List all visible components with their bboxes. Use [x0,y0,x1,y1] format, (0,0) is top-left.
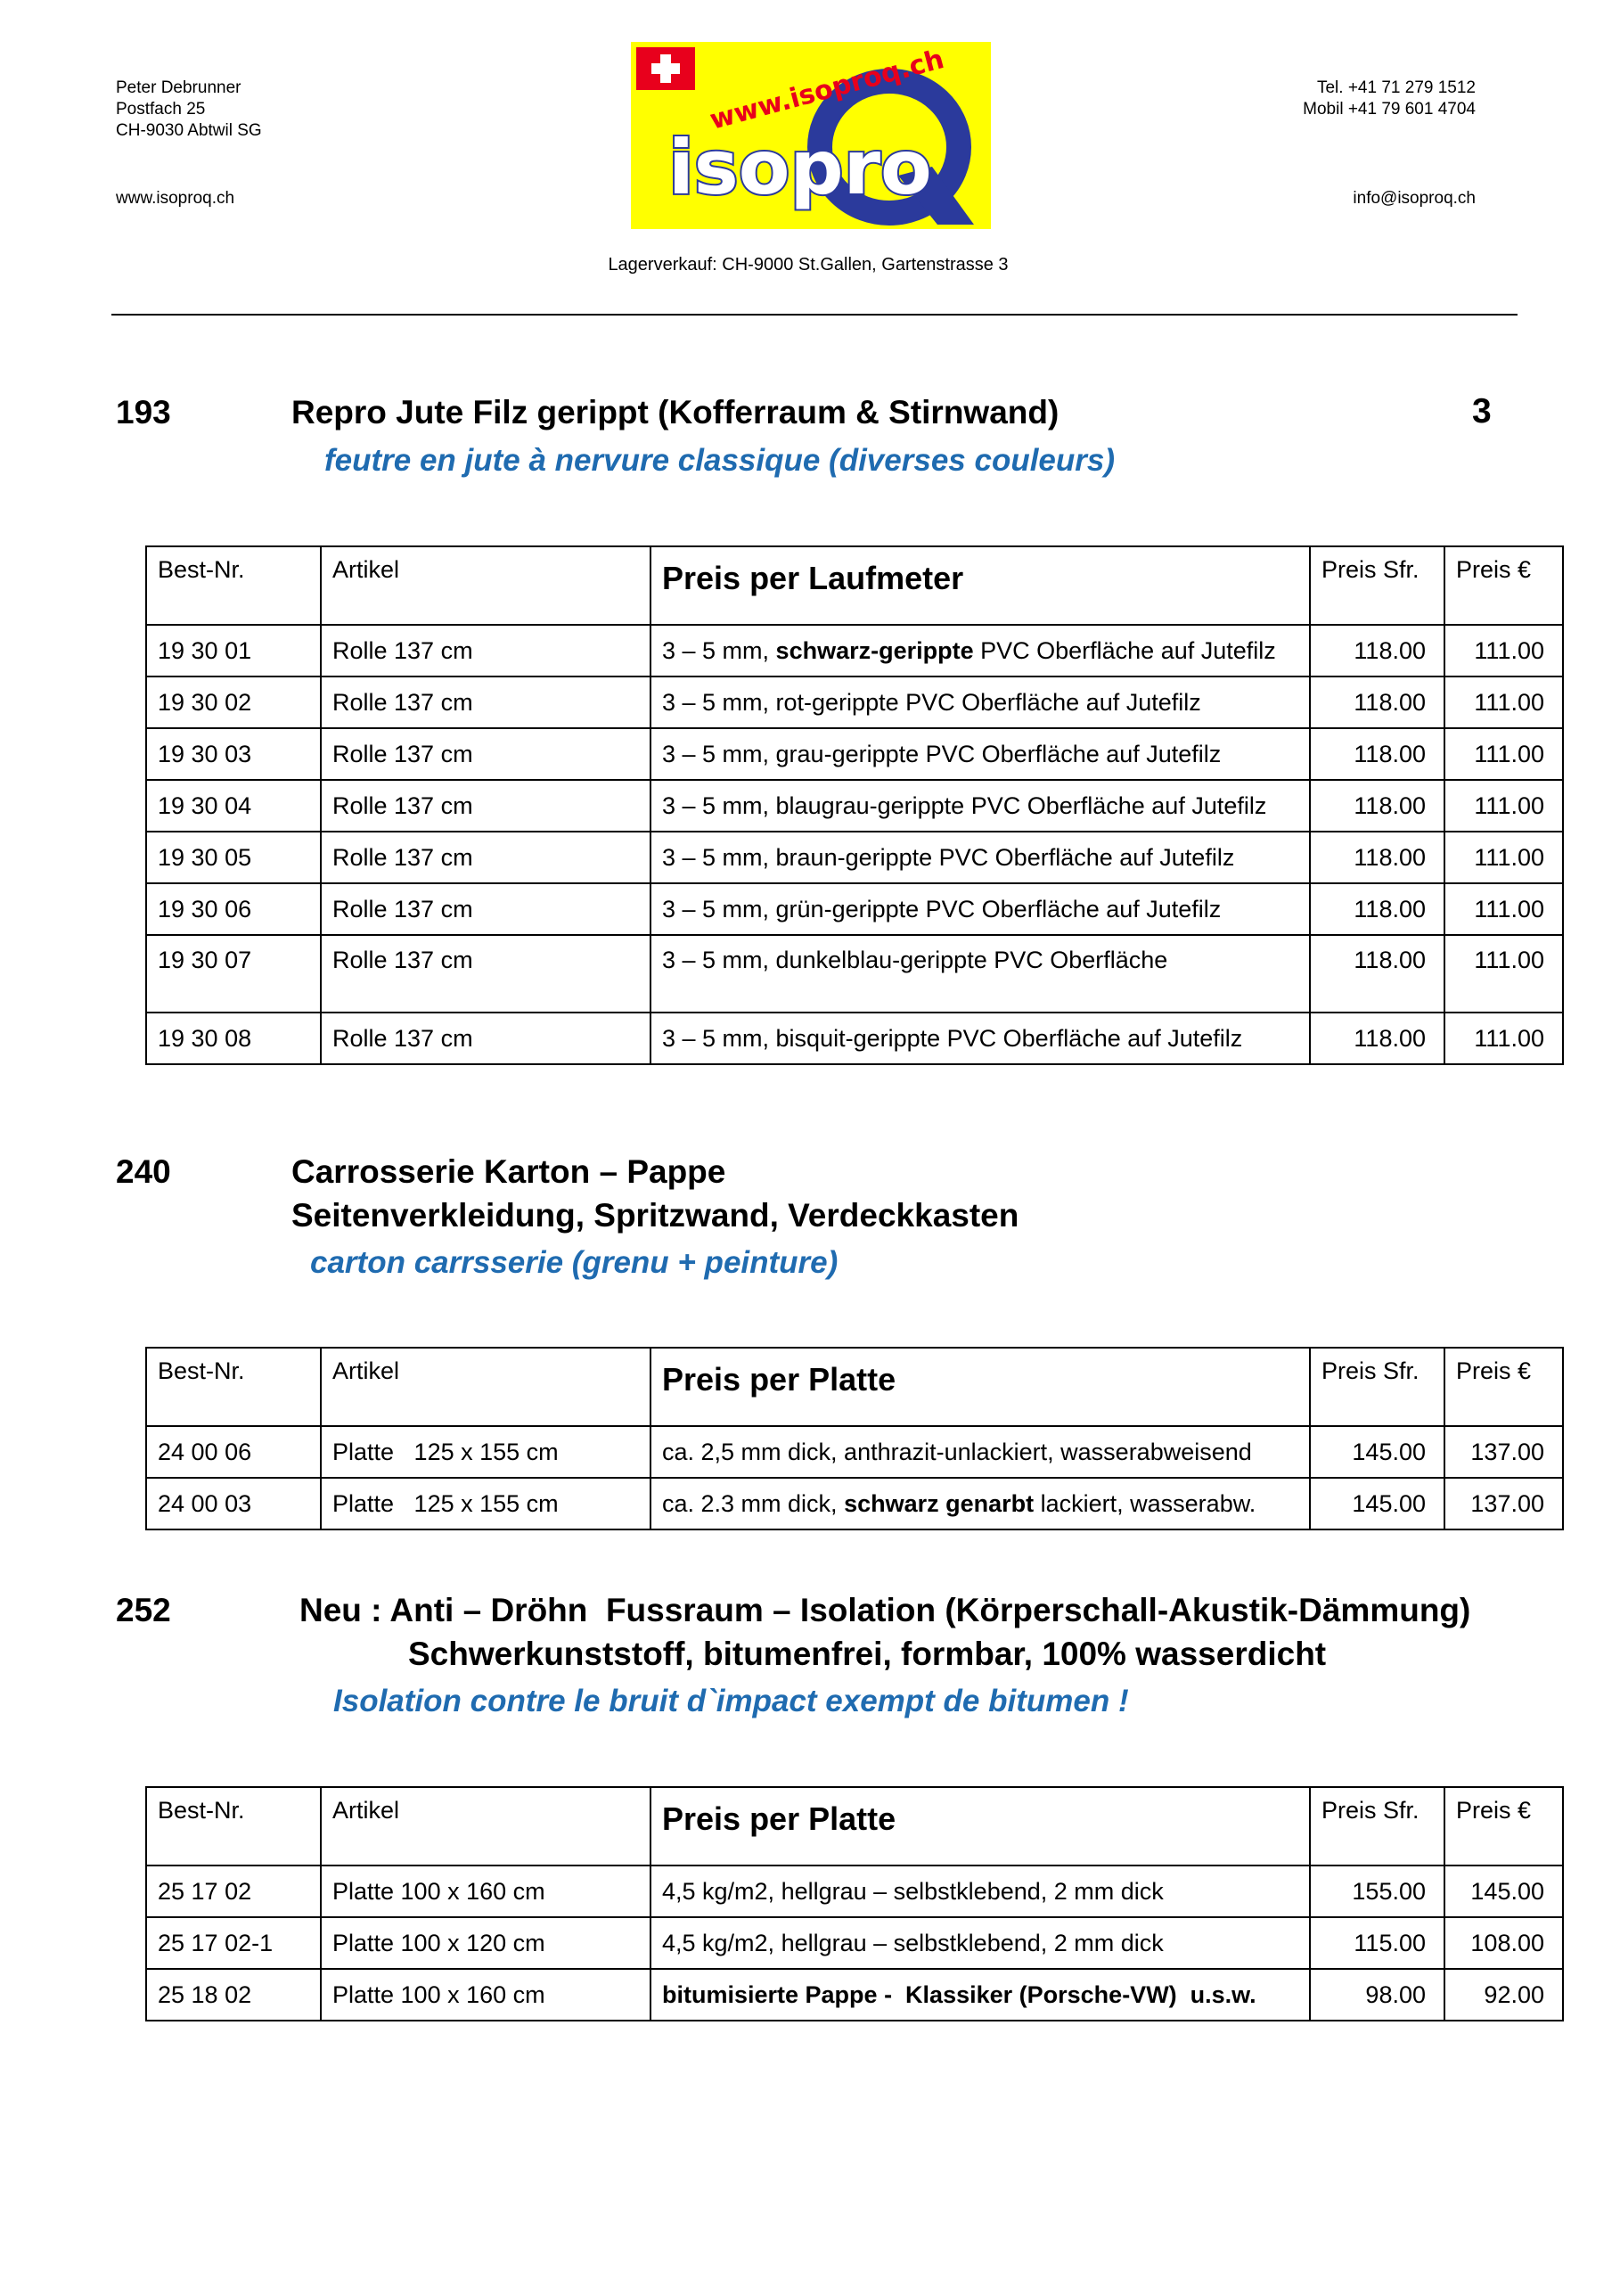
price-eur: 111.00 [1444,728,1563,780]
description: 3 – 5 mm, bisquit-gerippte PVC Oberfläche auf Jutefilz [650,1013,1310,1064]
section-title: Carrosserie Karton – Pappe [291,1153,726,1190]
order-number: 25 18 02 [146,1969,321,2021]
article: Rolle 137 cm [321,832,650,883]
price-eur: 111.00 [1444,832,1563,883]
phone-number: Tel. +41 71 279 1512 [1316,78,1476,97]
table-row [146,625,1563,676]
price-eur: 111.00 [1444,935,1563,1013]
price-chf: 118.00 [1310,1013,1444,1064]
order-number: 25 17 02-1 [146,1917,321,1969]
order-number: 19 30 04 [146,780,321,832]
table-row [146,1917,1563,1969]
order-number: 19 30 01 [146,625,321,676]
order-number: 19 30 07 [146,935,321,1013]
mobile-number: Mobil +41 79 601 4704 [1303,100,1476,119]
price-eur: 111.00 [1444,676,1563,728]
article: Platte 100 x 120 cm [321,1917,650,1969]
article: Rolle 137 cm [321,625,650,676]
order-number: 19 30 08 [146,1013,321,1064]
column-header: Best-Nr. [146,1787,321,1866]
column-header: Preis Sfr. [1310,546,1444,625]
contact-block [1303,78,1476,120]
article: Rolle 137 cm [321,1013,650,1064]
table-row [146,935,1563,1013]
description: 3 – 5 mm, braun-gerippte PVC Oberfläche auf Jutefilz [650,832,1310,883]
price-eur: 111.00 [1444,1013,1563,1064]
column-header: Artikel [321,546,650,625]
table-row [146,1866,1563,1917]
price-chf: 118.00 [1310,883,1444,935]
price-table [145,545,1564,1065]
article: Platte 125 x 155 cm [321,1478,650,1529]
section-number: 193 [116,394,171,430]
price-chf: 155.00 [1310,1866,1444,1917]
order-number: 19 30 03 [146,728,321,780]
description: 3 – 5 mm, blaugrau-gerippte PVC Oberfläche auf Jutefilz [650,780,1310,832]
column-header: Artikel [321,1787,650,1866]
price-eur: 111.00 [1444,780,1563,832]
section-number: 240 [116,1153,171,1190]
article: Rolle 137 cm [321,883,650,935]
column-header: Best-Nr. [146,546,321,625]
swiss-flag-icon [636,47,695,90]
table-row [146,728,1563,780]
table-row [146,832,1563,883]
price-eur: 137.00 [1444,1478,1563,1529]
price-chf: 118.00 [1310,625,1444,676]
column-header: Preis € [1444,1787,1563,1866]
price-chf: 98.00 [1310,1969,1444,2021]
column-header: Preis per Laufmeter [650,546,1310,625]
warehouse-address: Lagerverkauf: CH-9000 St.Gallen, Gartenstrasse 3 [608,255,1009,275]
table-row [146,1478,1563,1529]
article: Rolle 137 cm [321,935,650,1013]
column-header: Preis € [1444,1348,1563,1426]
order-number: 19 30 06 [146,883,321,935]
table-header-row [146,546,1563,625]
article: Platte 100 x 160 cm [321,1866,650,1917]
description: 3 – 5 mm, grau-gerippte PVC Oberfläche auf Jutefilz [650,728,1310,780]
price-table [145,1786,1564,2021]
price-chf: 145.00 [1310,1426,1444,1478]
price-eur: 145.00 [1444,1866,1563,1917]
column-header: Preis per Platte [650,1787,1310,1866]
address-line: Postfach 25 [116,100,206,119]
order-number: 19 30 05 [146,832,321,883]
column-header: Preis Sfr. [1310,1348,1444,1426]
column-header: Artikel [321,1348,650,1426]
table-row [146,883,1563,935]
description: 4,5 kg/m2, hellgrau – selbstklebend, 2 mm dick [650,1866,1310,1917]
price-eur: 92.00 [1444,1969,1563,2021]
table-header-row [146,1787,1563,1866]
page-number: 3 [1472,392,1492,430]
section-number: 252 [116,1592,171,1628]
table-row [146,1969,1563,2021]
price-chf: 145.00 [1310,1478,1444,1529]
table-row [146,1426,1563,1478]
header-divider [111,314,1518,316]
address-line: Peter Debrunner [116,78,241,97]
price-chf: 118.00 [1310,935,1444,1013]
section-subtitle: feutre en jute à nervure classique (diverses couleurs) [324,443,1116,478]
column-header: Preis € [1444,546,1563,625]
price-eur: 108.00 [1444,1917,1563,1969]
price-chf: 118.00 [1310,676,1444,728]
description: 3 – 5 mm, schwarz-gerippte PVC Oberfläche auf Jutefilz [650,625,1310,676]
price-chf: 118.00 [1310,728,1444,780]
section-subtitle: Isolation contre le bruit d`impact exempt de bitumen ! [333,1684,1129,1718]
website-link[interactable]: www.isoproq.ch [116,189,235,208]
table-row [146,780,1563,832]
isoproq-logo [631,42,991,229]
logo-word: isopro [668,124,932,211]
column-header: Preis per Platte [650,1348,1310,1426]
price-chf: 118.00 [1310,832,1444,883]
section-title: Neu : Anti – Dröhn Fussraum – Isolation (Körperschall-Akustik-Dämmung) [299,1592,1471,1628]
order-number: 19 30 02 [146,676,321,728]
description: 4,5 kg/m2, hellgrau – selbstklebend, 2 mm dick [650,1917,1310,1969]
section-title-line2: Schwerkunststoff, bitumenfrei, formbar, 100% wasserdicht [408,1636,1327,1672]
email-link[interactable]: info@isoproq.ch [1353,189,1476,208]
section-title-line2: Seitenverkleidung, Spritzwand, Verdeckkasten [291,1197,1019,1234]
sender-address [116,78,262,142]
table-header-row [146,1348,1563,1426]
column-header: Preis Sfr. [1310,1787,1444,1866]
description: ca. 2.3 mm dick, schwarz genarbt lackiert, wasserabw. [650,1478,1310,1529]
order-number: 24 00 03 [146,1478,321,1529]
logo-url: www.isoproq.ch [707,43,948,136]
section-title: Repro Jute Filz gerippt (Kofferraum & Stirnwand) [291,394,1060,430]
description: ca. 2,5 mm dick, anthrazit-unlackiert, wasserabweisend [650,1426,1310,1478]
price-table [145,1347,1564,1530]
price-eur: 137.00 [1444,1426,1563,1478]
price-chf: 115.00 [1310,1917,1444,1969]
article: Rolle 137 cm [321,780,650,832]
article: Platte 125 x 155 cm [321,1426,650,1478]
description: bitumisierte Pappe - Klassiker (Porsche-VW) u.s.w. [650,1969,1310,2021]
description: 3 – 5 mm, dunkelblau-gerippte PVC Oberfläche [650,935,1310,1013]
description: 3 – 5 mm, rot-gerippte PVC Oberfläche auf Jutefilz [650,676,1310,728]
order-number: 24 00 06 [146,1426,321,1478]
column-header: Best-Nr. [146,1348,321,1426]
order-number: 25 17 02 [146,1866,321,1917]
article: Rolle 137 cm [321,676,650,728]
price-eur: 111.00 [1444,883,1563,935]
price-chf: 118.00 [1310,780,1444,832]
price-eur: 111.00 [1444,625,1563,676]
description: 3 – 5 mm, grün-gerippte PVC Oberfläche auf Jutefilz [650,883,1310,935]
article: Platte 100 x 160 cm [321,1969,650,2021]
table-row [146,676,1563,728]
section-subtitle: carton carrsserie (grenu + peinture) [310,1245,839,1280]
address-line: CH-9030 Abtwil SG [116,121,262,140]
table-row [146,1013,1563,1064]
article: Rolle 137 cm [321,728,650,780]
